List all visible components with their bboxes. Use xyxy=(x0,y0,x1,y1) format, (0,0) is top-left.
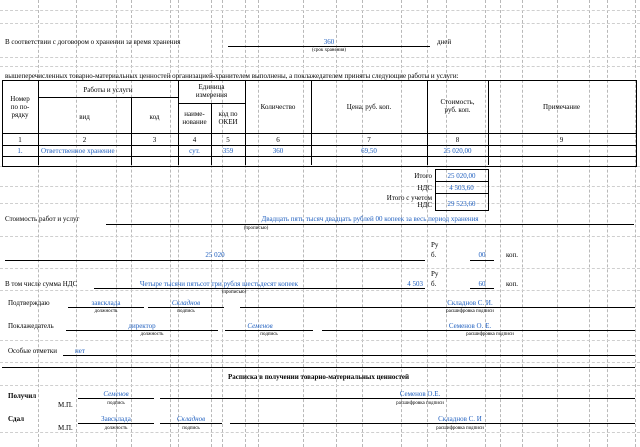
col-number: 2 xyxy=(82,136,87,144)
depositor-cap-position: должность xyxy=(140,332,164,337)
received-label: Получил xyxy=(8,392,37,400)
intro-text: вышеперечисленных товарно-материальных ценностей организацией-хранителем выполнены, а поклажедателем приняты следующие работы и услуги: xyxy=(5,72,459,80)
depositor-signature[interactable]: Семенов xyxy=(247,322,273,330)
header-num-3: рядку xyxy=(11,111,29,119)
sum-rub-label-1: Ру xyxy=(431,241,439,249)
confirm-cap-name: расшифровка подписи xyxy=(446,309,494,314)
vat-kop-label: коп. xyxy=(506,280,519,288)
total-label-1: Итого с учетом xyxy=(386,194,432,202)
row-okei[interactable]: 359 xyxy=(222,147,234,155)
confirm-label: Подтверждаю xyxy=(8,299,50,307)
itogo-value[interactable]: 25 020,00 xyxy=(447,172,476,180)
row-cost[interactable]: 25 020,00 xyxy=(443,147,472,155)
received-mp: М.П. xyxy=(58,401,73,409)
header-unit-name-1: наиме- xyxy=(184,110,205,118)
header-unit-2: измерения xyxy=(195,91,228,99)
col-number: 7 xyxy=(367,136,371,144)
vat-label: В том числе сумма НДС xyxy=(5,280,78,288)
handed-position[interactable]: Завсклада xyxy=(101,415,131,423)
confirm-position[interactable]: завсклада xyxy=(91,299,121,307)
handed-name[interactable]: Складнов С. И xyxy=(438,415,482,423)
header-price: Цена, руб. коп. xyxy=(346,103,392,111)
vat-underline xyxy=(94,288,425,289)
cost-words-value[interactable]: Двадцать пять тысяч двадцать рублей 00 копеек за весь период хранения xyxy=(261,215,479,223)
header-unit-name-2: нование xyxy=(182,118,207,126)
header-qty: Количество xyxy=(260,103,296,111)
total-label-2: НДС xyxy=(417,201,432,209)
cost-words-caption: (прописью) xyxy=(243,226,269,231)
special-label: Особые отметки xyxy=(8,347,57,355)
storage-unit: дней xyxy=(437,38,452,46)
col-number: 9 xyxy=(559,136,564,144)
depositor-label: Поклажедатель xyxy=(8,322,54,330)
header-works: Работы и услуги xyxy=(83,86,133,94)
header-cost-1: Стоимость, xyxy=(440,98,475,106)
header-note: Примечание xyxy=(543,103,580,111)
sum-kop-underline xyxy=(470,260,494,261)
vat-rub-label-1: Ру xyxy=(431,270,439,278)
header-okei-1: код по xyxy=(218,110,238,118)
special-value[interactable]: нет xyxy=(75,347,85,355)
received-signature[interactable]: Семенов xyxy=(103,390,129,398)
header-okei-2: ОКЕИ xyxy=(218,118,238,126)
vat-caption: (прописью) xyxy=(221,290,247,295)
cost-words-underline xyxy=(106,224,634,225)
vat-kop[interactable]: 60 xyxy=(478,280,486,288)
cost-words-label: Стоимость работ и услуг xyxy=(5,215,80,223)
vat-kop-underline xyxy=(470,288,494,289)
col-number: 3 xyxy=(152,136,157,144)
col-number: 8 xyxy=(455,136,460,144)
receipt-title: Расписка в получении товарно-материальных ценностей xyxy=(227,373,410,381)
storage-caption: (срок хранения) xyxy=(312,48,346,53)
received-name[interactable]: Семенов О.Е. xyxy=(399,390,441,398)
confirm-cap-signature: подпись xyxy=(177,309,195,314)
depositor-position[interactable]: директор xyxy=(128,322,156,330)
header-num-2: по по- xyxy=(10,103,30,111)
row-unit-name[interactable]: сут. xyxy=(189,147,200,155)
col-number: 4 xyxy=(192,136,197,144)
handed-cap-signature: подпись xyxy=(182,426,200,431)
total-value[interactable]: 29 523,60 xyxy=(447,200,476,208)
row-qty[interactable]: 360 xyxy=(272,147,284,155)
confirm-cap-position: должность xyxy=(94,309,118,314)
nds-label: НДС xyxy=(417,184,432,192)
sum-kop[interactable]: 00 xyxy=(478,251,486,259)
header-code: код xyxy=(149,113,160,121)
handed-signature[interactable]: Складнов xyxy=(176,415,206,423)
sum-kop-label: коп. xyxy=(506,251,519,259)
confirm-name[interactable]: Складнов С. И. xyxy=(447,299,493,307)
nds-value[interactable]: 4 503,60 xyxy=(449,184,474,192)
depositor-cap-signature: подпись xyxy=(260,332,278,337)
vat-rub-label-2: б. xyxy=(431,280,437,288)
handed-cap-name: расшифровка подписи xyxy=(436,426,484,431)
depositor-name[interactable]: Семенов О. Е. xyxy=(448,322,492,330)
vat-rub[interactable]: 4 503 xyxy=(407,280,423,288)
header-num-1: Номер xyxy=(10,95,30,103)
header-kind: вид xyxy=(79,113,90,121)
itogo-label: Итого xyxy=(414,172,432,180)
header-cost-2: руб. коп. xyxy=(444,106,471,114)
depositor-cap-name: расшифровка подписи xyxy=(466,332,514,337)
storage-underline xyxy=(228,46,430,47)
col-number: 1 xyxy=(18,136,22,144)
row-num[interactable]: 1. xyxy=(17,147,23,155)
handed-cap-position: должность xyxy=(104,426,128,431)
storage-value[interactable]: 360 xyxy=(323,38,335,46)
sum-rub[interactable]: 25 020 xyxy=(205,251,225,259)
confirm-signature[interactable]: Складнов xyxy=(171,299,201,307)
received-cap-signature: подпись xyxy=(107,401,125,406)
header-unit-1: Единица xyxy=(198,83,225,91)
received-cap-name: расшифровка подписи xyxy=(396,401,444,406)
col-number: 5 xyxy=(226,136,230,144)
handed-mp: М.П. xyxy=(58,424,73,432)
row-kind[interactable]: Ответственное хранение xyxy=(41,147,115,155)
sum-underline xyxy=(5,260,425,261)
sum-rub-label-2: б. xyxy=(431,251,437,259)
col-number: 6 xyxy=(276,136,280,144)
row-price[interactable]: 69,50 xyxy=(361,147,377,155)
vat-words[interactable]: Четыре тысячи пятьсот три рубля шестьдесят копеек xyxy=(139,280,299,288)
storage-label: В соответствии с договором о хранении за время хранения xyxy=(5,38,181,46)
handed-label: Сдал xyxy=(8,415,25,423)
